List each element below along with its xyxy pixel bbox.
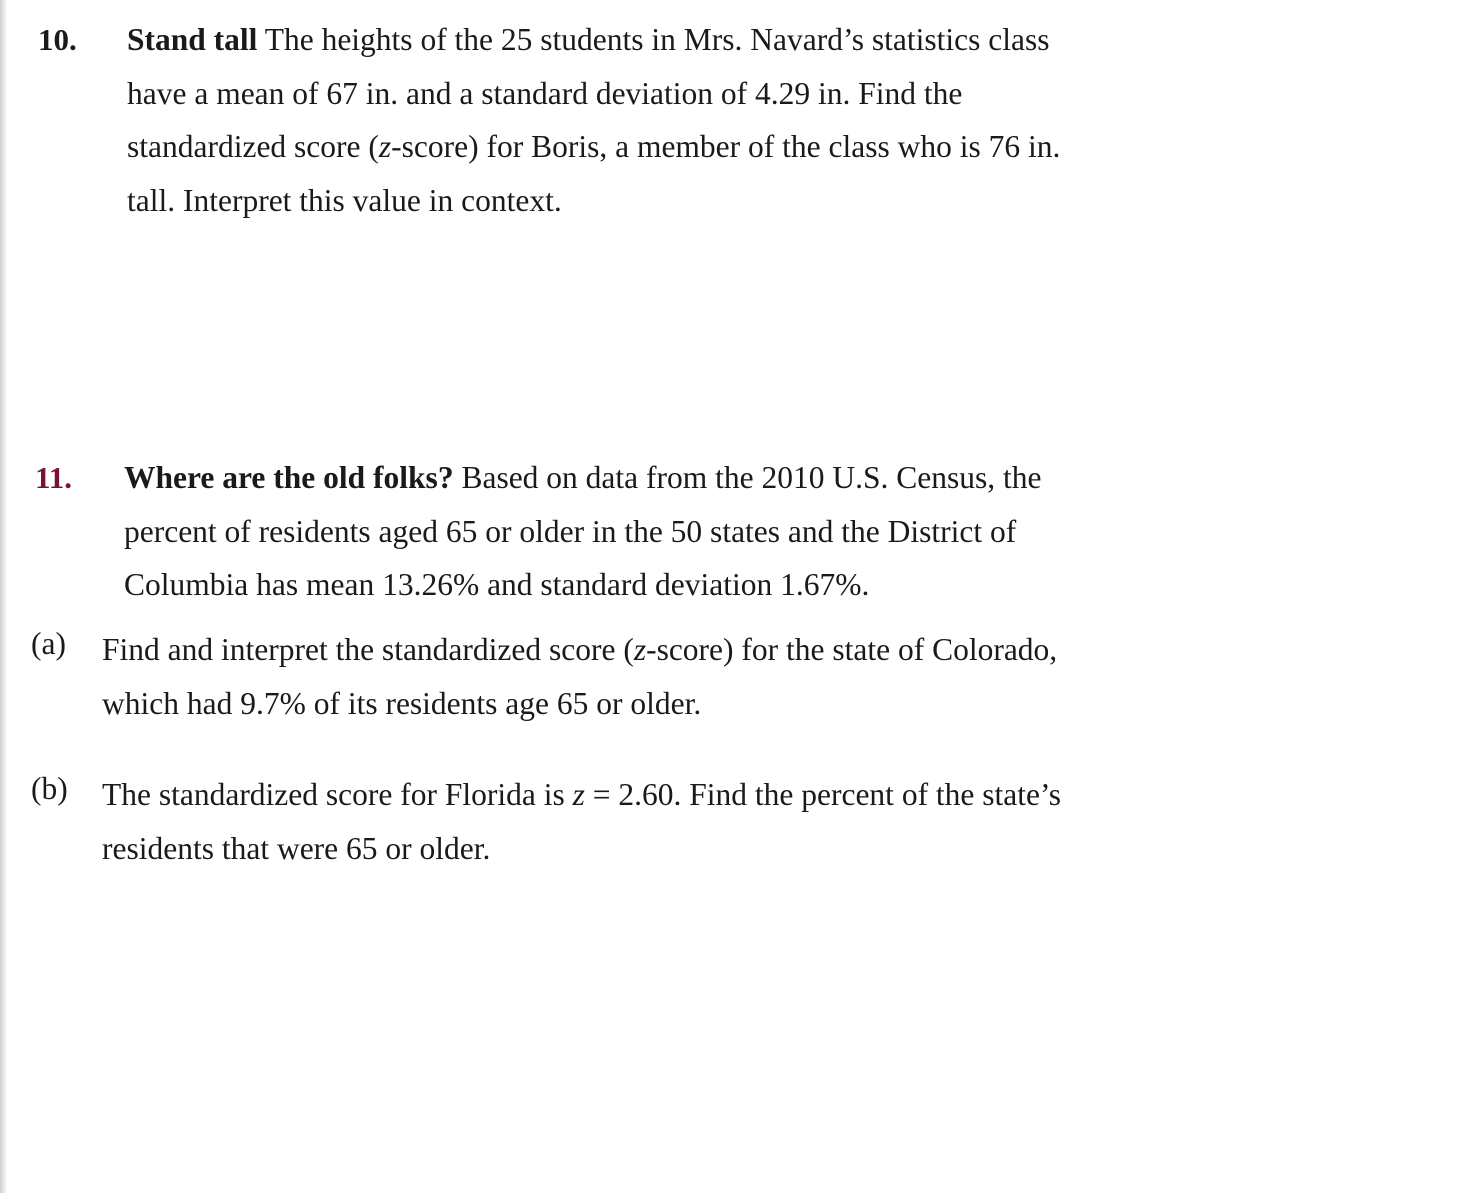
- part-a-text: [102, 623, 1057, 730]
- part-b-text: [102, 768, 1061, 875]
- part-b-label: (b): [31, 771, 68, 806]
- part-a-line-1: Find and interpret the standardized score (z-score) for the state of Colorado,: [102, 632, 1058, 667]
- problem-10-line-4: tall. Interpret this value in context.: [127, 182, 562, 218]
- problem-10-line-1: Stand tall The heights of the 25 students in Mrs. Navard’s statistics class: [127, 22, 1050, 57]
- part-b-line-1: The standardized score for Florida is z = 2.60. Find the percent of the state’s: [102, 777, 1062, 812]
- problem-11-text: [124, 451, 1042, 612]
- z-variable: z: [378, 129, 392, 164]
- problem-10-line-3: standardized score (z-score) for Boris, a member of the class who is 76 in.: [127, 129, 1061, 164]
- problem-11-line-3: Columbia has mean 13.26% and standard deviation 1.67%.: [124, 567, 870, 602]
- problem-10-number: 10.: [38, 22, 77, 57]
- part-b-line-2: residents that were 65 or older.: [102, 830, 491, 866]
- part-a-label: (a): [31, 626, 66, 661]
- z-variable: z: [572, 777, 585, 812]
- part-a-line-2: which had 9.7% of its residents age 65 or older.: [102, 685, 702, 721]
- page-left-edge: [0, 0, 7, 1193]
- problem-11-number: 11.: [35, 460, 73, 495]
- problem-11-line-1: Where are the old folks? Based on data from the 2010 U.S. Census, the: [124, 460, 1042, 495]
- problem-11-line-2: percent of residents aged 65 or older in the 50 states and the District of: [124, 513, 1017, 549]
- problem-10-text: [127, 13, 1060, 227]
- problem-10-line-2: have a mean of 67 in. and a standard deviation of 4.29 in. Find the: [127, 75, 963, 111]
- problem-11-title: Where are the old folks?: [124, 460, 454, 495]
- problem-10-title: Stand tall: [127, 22, 258, 57]
- z-variable: z: [633, 632, 647, 667]
